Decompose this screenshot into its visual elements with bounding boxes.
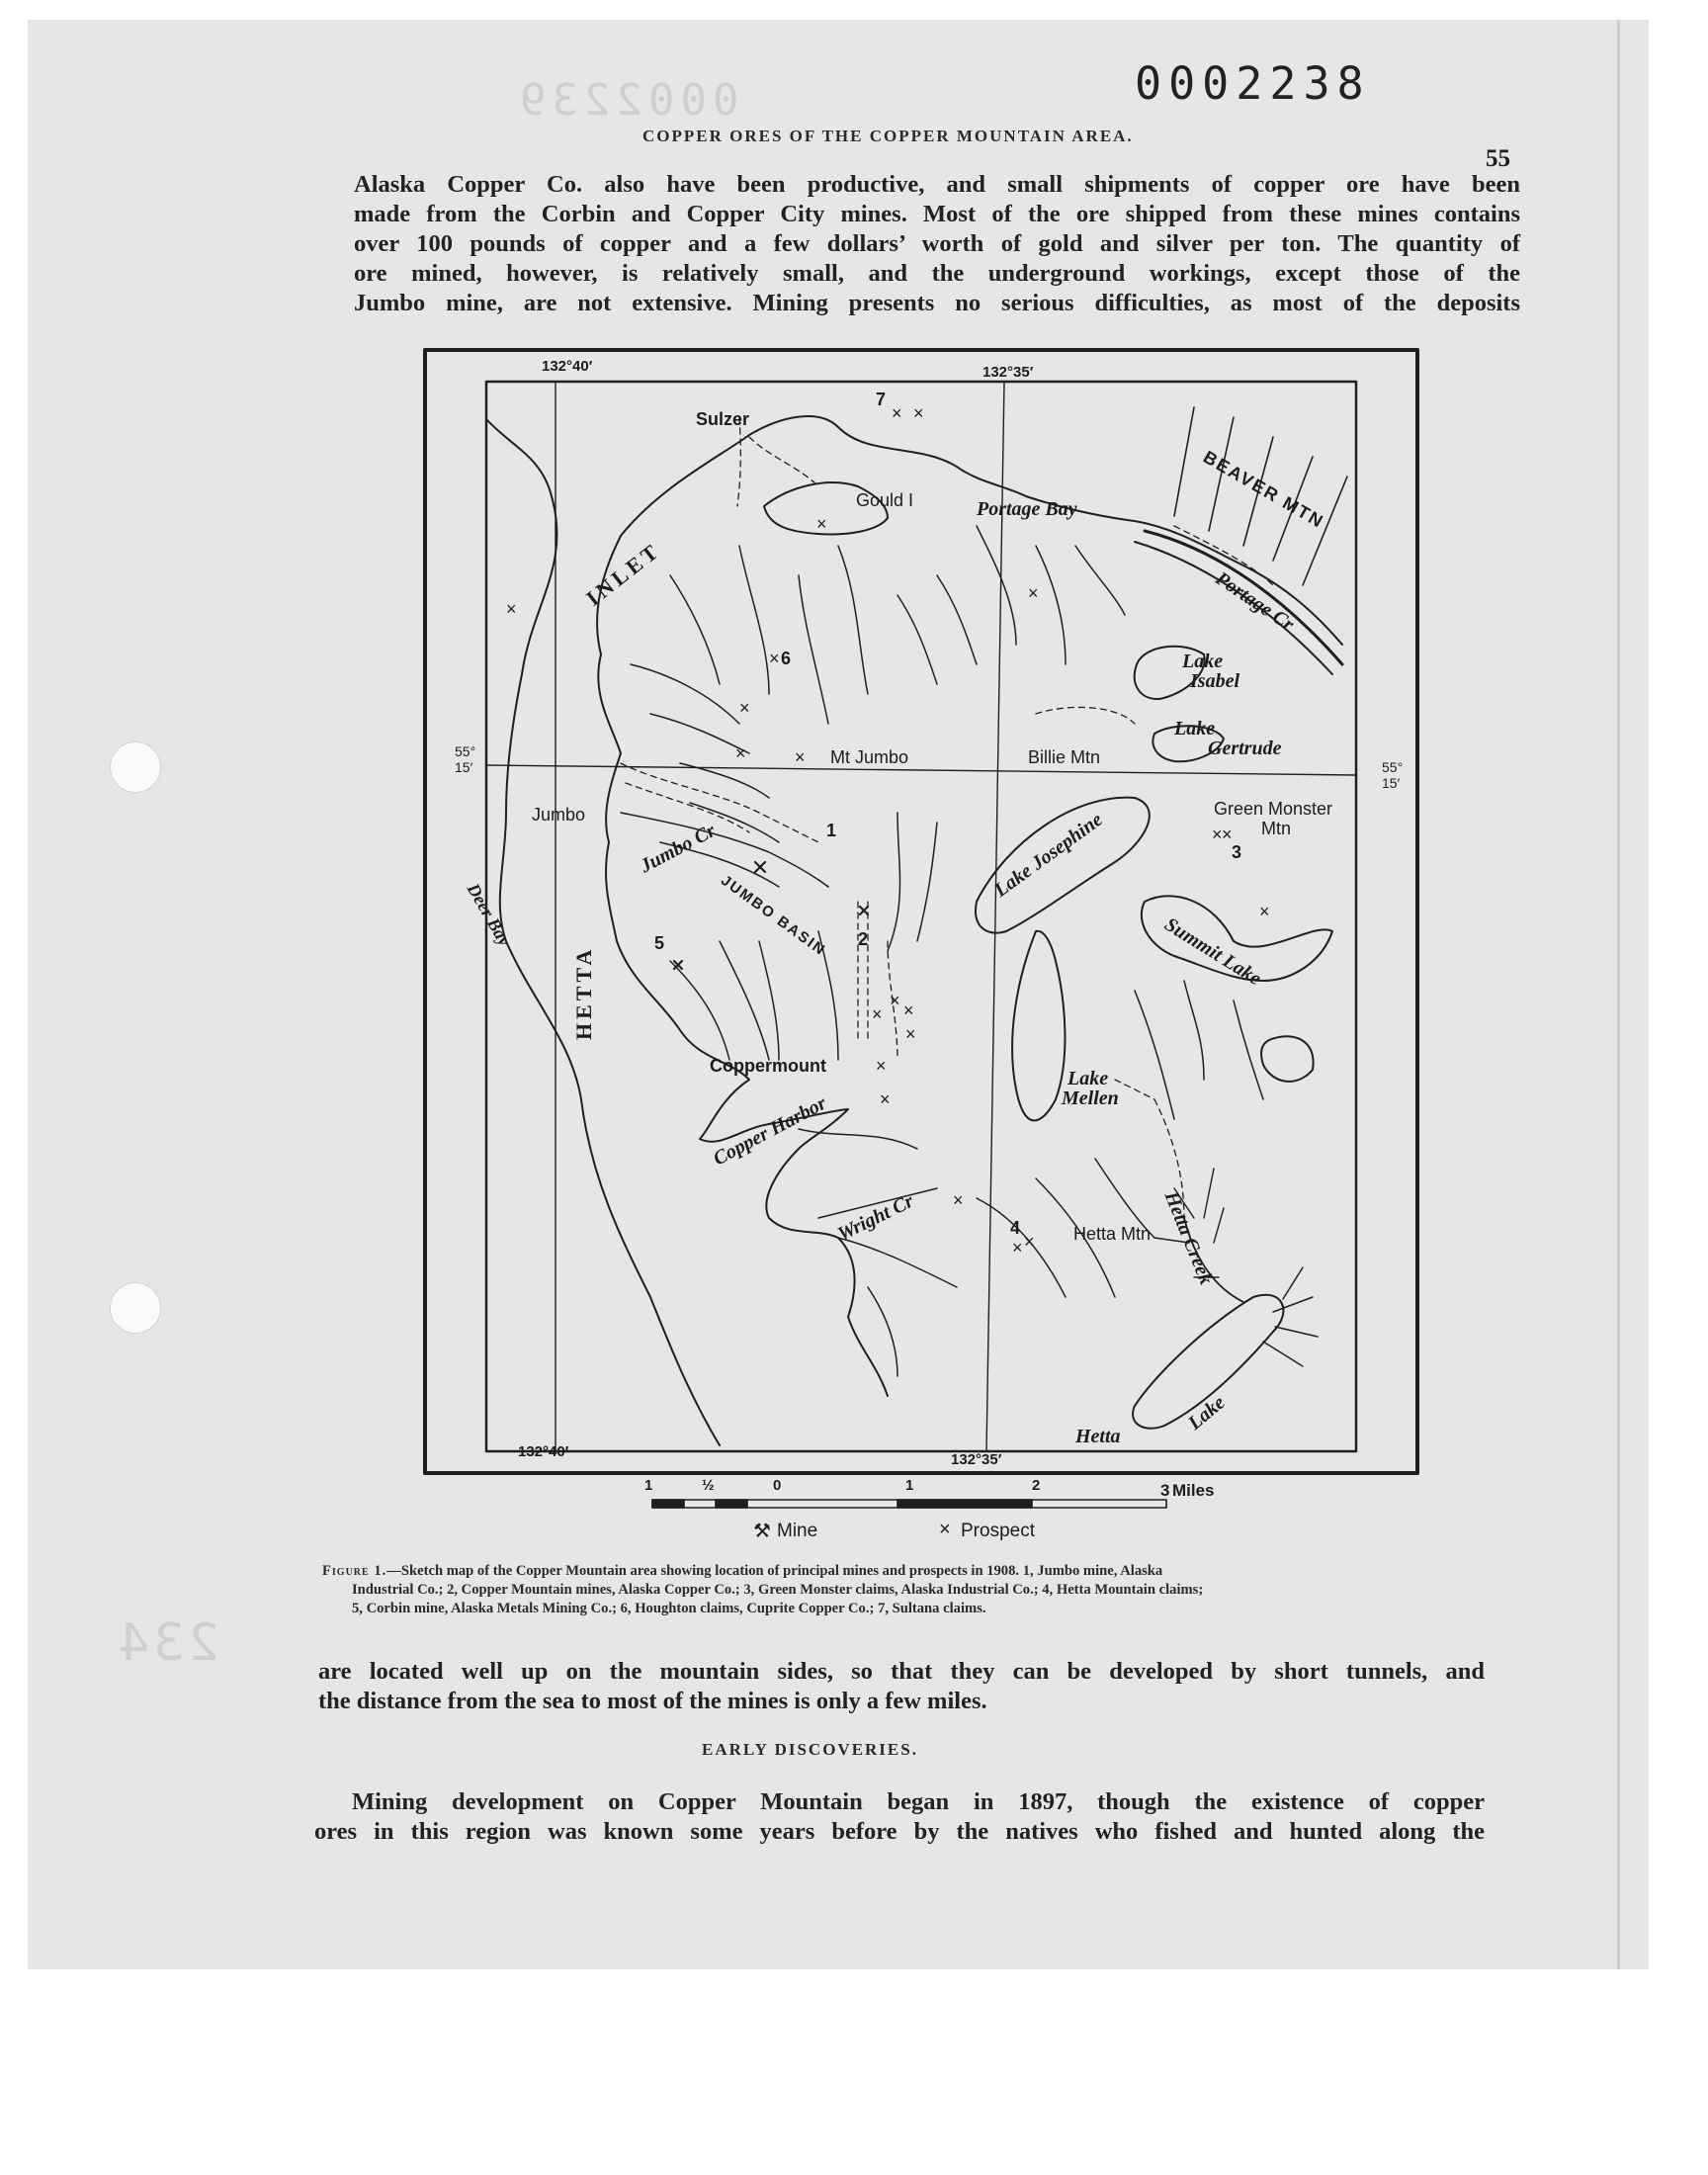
bleed-through-number: 234 <box>115 1613 219 1673</box>
lat-label-left-deg: 55° <box>455 743 476 759</box>
label-green-monster-2: Mtn <box>1261 819 1292 838</box>
label-inlet: INLET <box>581 537 666 611</box>
prospect-mark: × <box>1212 825 1223 844</box>
paragraph-early-discoveries <box>314 1787 1485 1847</box>
running-head: COPPER ORES OF THE COPPER MOUNTAIN AREA. <box>642 127 1134 145</box>
label-lake-gertrude-1: Lake <box>1174 718 1216 740</box>
punch-hole-upper <box>110 741 161 793</box>
label-portage-bay: Portage Bay <box>977 498 1077 520</box>
label-jumbo-basin: JUMBO BASIN <box>718 872 829 960</box>
label-copper-harbor: Copper Harbor <box>710 1091 830 1171</box>
label-coppermount: Coppermount <box>710 1056 826 1076</box>
label-hetta-lake-1: Hetta <box>1075 1426 1121 1447</box>
coast-peninsula <box>597 435 888 1396</box>
caption-line <box>322 1562 1489 1581</box>
site-number-2: 2 <box>858 929 869 949</box>
site-number-6: 6 <box>781 649 792 668</box>
prospect-mark: × <box>795 747 806 767</box>
label-deer-bay: Deer Bay <box>463 880 515 950</box>
sketch-map-figure <box>423 348 1427 1560</box>
document-stamp-number: 0002238 <box>1135 57 1371 110</box>
prospect-mark: × <box>880 1089 891 1109</box>
legend-prospect-symbol: × <box>939 1519 951 1540</box>
page-number: 55 <box>1486 145 1510 172</box>
site-number-3: 3 <box>1232 842 1242 862</box>
lat-label-left-min: 15′ <box>455 759 473 775</box>
prospect-mark: × <box>1024 1232 1035 1252</box>
trail-coppermount <box>858 902 897 1060</box>
section-heading: EARLY DISCOVERIES. <box>702 1740 918 1759</box>
legend-mine-label: Mine <box>777 1521 818 1541</box>
prospect-mark: × <box>769 649 780 668</box>
label-hetta-mtn: Hetta Mtn <box>1073 1224 1152 1244</box>
text-line: ores in this region was known some years before by the natives who fished and hunted along the <box>314 1818 1485 1845</box>
meridian-132-35 <box>986 382 1004 1451</box>
portage-creek-bank <box>1135 542 1332 674</box>
hetta-lake-inlets <box>1263 1267 1318 1366</box>
lon-label-bottom-left: 132°40′ <box>518 1443 569 1460</box>
site-number-4: 4 <box>1010 1218 1021 1238</box>
prospect-mark: × <box>892 403 902 423</box>
prospect-mark: × <box>903 1000 914 1020</box>
prospect-mark: × <box>816 514 827 534</box>
text-line: ore mined, however, is relatively small, and the underground workings, except those of the <box>354 260 1520 287</box>
prospect-mark: × <box>913 403 924 423</box>
scale-tick-label: 2 <box>1032 1477 1041 1494</box>
scale-tick-label: 3 <box>1160 1481 1170 1500</box>
label-portage-cr: Portage Cr <box>1211 567 1299 636</box>
text-line: Jumbo mine, are not extensive. Mining presents no serious difficulties, as most of the deposits <box>354 290 1520 316</box>
streams-center <box>897 575 977 684</box>
prospect-mark: × <box>890 991 900 1010</box>
label-beaver-mtn: BEAVER MTN <box>1200 447 1328 533</box>
caption-figure-label: Figure 1. <box>322 1563 387 1579</box>
lon-label-top-left: 132°40′ <box>542 358 593 375</box>
prospect-mark: × <box>953 1190 964 1210</box>
label-gould-island: Gould I <box>856 490 914 510</box>
trail-portage <box>1036 526 1273 724</box>
label-lake-mellen-1: Lake <box>1068 1068 1109 1089</box>
label-wright-cr: Wright Cr <box>834 1189 917 1246</box>
text-line: Mining development on Copper Mountain began in 1897, though the existence of copper <box>352 1788 1485 1815</box>
scale-bar <box>652 1500 1166 1508</box>
lon-label-top-right: 132°35′ <box>982 364 1034 381</box>
paragraph-after-figure <box>318 1657 1485 1716</box>
streams-wright-creek <box>799 1129 957 1376</box>
prospect-mark: × <box>905 1024 916 1044</box>
legend-prospect-label: Prospect <box>961 1521 1035 1541</box>
label-sulzer: Sulzer <box>696 409 750 429</box>
label-lake-josephine: Lake Josephine <box>990 808 1107 902</box>
punch-hole-lower <box>110 1282 161 1334</box>
lake-mellen <box>1012 931 1065 1121</box>
label-billie-mtn: Billie Mtn <box>1028 747 1101 767</box>
page-edge <box>1617 20 1620 1969</box>
text-line: Alaska Copper Co. also have been productive, and small shipments of copper ore have been <box>354 171 1520 198</box>
scale-tick-label: ½ <box>702 1477 715 1494</box>
caption-line: 5, Corbin mine, Alaska Metals Mining Co.; 6, Houghton claims, Cuprite Copper Co.; 7, Sultana claims. <box>352 1601 986 1616</box>
streams-jumbo-north <box>631 664 769 798</box>
text-line: the distance from the sea to most of the mines is only a few miles. <box>318 1688 987 1714</box>
label-lake-gertrude-2: Gertrude <box>1208 738 1282 759</box>
paragraph-top <box>354 170 1520 318</box>
legend-mine-symbol: ⚒ <box>753 1521 771 1542</box>
lake-josephine <box>976 798 1150 933</box>
text-line: over 100 pounds of copper and a few dollars’ worth of gold and silver per ton. The quantity of <box>354 230 1520 257</box>
prospect-mark: × <box>506 599 517 619</box>
label-green-monster-1: Green Monster <box>1214 799 1333 819</box>
small-lake-east <box>1261 1036 1314 1082</box>
site-number-7: 7 <box>876 390 887 409</box>
label-jumbo-cr: Jumbo Cr <box>637 820 720 878</box>
lon-label-bottom-right: 132°35′ <box>951 1451 1002 1468</box>
prospect-mark: × <box>735 743 746 763</box>
prospect-mark: × <box>1012 1238 1023 1258</box>
prospect-mark: × <box>1222 825 1233 844</box>
label-jumbo: Jumbo <box>532 805 586 825</box>
prospect-mark: × <box>1028 583 1039 603</box>
label-hetta-creek: Hetta Creek <box>1159 1188 1218 1288</box>
prospect-mark: × <box>872 1004 883 1024</box>
bleed-through-stamp: 0002239 <box>514 75 739 126</box>
label-mt-jumbo: Mt Jumbo <box>830 747 909 767</box>
label-hetta-inlet: HETTA <box>571 945 596 1040</box>
prospect-mark: × <box>876 1056 887 1076</box>
site-number-5: 5 <box>654 933 665 953</box>
prospect-mark: × <box>1259 902 1270 921</box>
streams-summit <box>1135 981 1263 1119</box>
prospect-mark: × <box>739 698 750 718</box>
label-hetta-lake-2: Lake <box>1184 1391 1230 1435</box>
caption-line: Industrial Co.; 2, Copper Mountain mines, Alaska Copper Co.; 3, Green Monster claims, Alaska Industrial Co.; 4, Hetta Mountain claims; <box>352 1582 1204 1598</box>
label-lake-isabel-2: Isabel <box>1190 670 1239 692</box>
text-line: are located well up on the mountain sides, so that they can be developed by short tunnels, and <box>318 1658 1485 1685</box>
lat-label-right-deg: 55° <box>1382 759 1404 775</box>
label-lake-isabel-1: Lake <box>1182 651 1224 672</box>
label-lake-mellen-2: Mellen <box>1062 1088 1119 1109</box>
scale-tick-label: 1 <box>644 1477 653 1494</box>
streams-mt-jumbo <box>888 813 937 951</box>
figure-caption <box>322 1562 1489 1618</box>
label-summit-lake: Summit Lake <box>1160 914 1265 991</box>
lat-label-right-min: 15′ <box>1382 775 1401 791</box>
caption-text: —Sketch map of the Copper Mountain area showing location of principal mines and prospects in 1908. 1, Jumbo mine, Alaska <box>386 1563 1163 1579</box>
text-line: made from the Corbin and Copper City mines. Most of the ore shipped from these mines contains <box>354 201 1520 227</box>
streams-north <box>670 546 868 724</box>
scale-tick-label: 1 <box>905 1477 914 1494</box>
streams-billie <box>977 526 1125 664</box>
scale-tick-label: 0 <box>773 1477 782 1494</box>
site-number-1: 1 <box>826 821 837 840</box>
scale-unit: Miles <box>1172 1481 1215 1500</box>
trail-sulzer <box>737 417 818 506</box>
